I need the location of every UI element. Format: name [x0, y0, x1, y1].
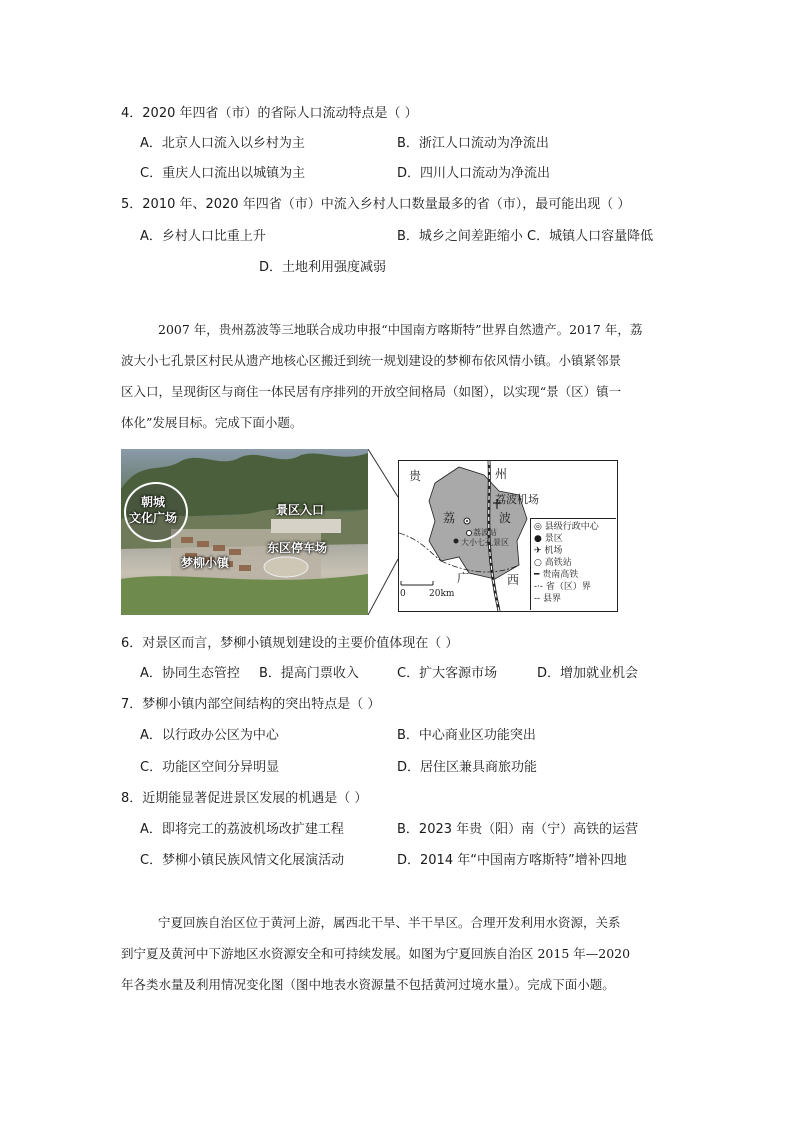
airport-icon: ✈	[534, 546, 542, 556]
question-8-option-b[interactable]: B．2023 年贵（阳）南（宁）高铁的运营	[397, 822, 639, 837]
map-label-airport: 荔波机场	[495, 493, 539, 506]
photo-map-connector	[368, 449, 400, 619]
question-8-option-c[interactable]: C．梦柳小镇民族风情文化展演活动	[140, 853, 345, 868]
map-legend	[530, 518, 616, 610]
photo-label-square-line-2: 文化广场	[129, 511, 178, 525]
photo-label-entrance: 景区入口	[276, 503, 325, 517]
railway-line-icon: ━	[534, 570, 540, 580]
legend-label: 高铁站	[544, 558, 572, 568]
map-label-guang: 广	[457, 571, 470, 585]
question-5-stem: 5．2010 年、2020 年四省（市）中流入乡村人口数量最多的省（市），最可能出现（ ）	[121, 197, 631, 212]
passage-1-line-4: 体化”发展目标。完成下面小题。	[121, 415, 303, 430]
question-6-option-a[interactable]: A．协同生态管控	[140, 666, 240, 681]
town-aerial-photo	[121, 449, 368, 615]
passage-2-line-3: 年各类水量及利用情况变化图（图中地表水资源量不包括黄河过境水量）。完成下面小题。	[121, 977, 615, 992]
question-7-option-a[interactable]: A．以行政办公区为中心	[140, 728, 279, 743]
question-4-option-c[interactable]: C．重庆人口流出以城镇为主	[140, 166, 306, 181]
county-center-icon: ◎	[534, 522, 542, 532]
photo-label-parking: 东区停车场	[267, 541, 328, 555]
legend-label: 省（区）界	[545, 582, 591, 592]
map-scale-length: 20km	[429, 589, 455, 599]
legend-scenic	[534, 534, 563, 545]
passage-1-line-2: 波大小七孔景区村民从遗产地核心区搬迁到统一规划建设的梦柳布依风情小镇。小镇紧邻景	[121, 353, 622, 368]
map-label-zhou: 州	[495, 467, 508, 481]
question-7-option-b[interactable]: B．中心商业区功能突出	[397, 728, 536, 743]
map-label-scenic: 大小七孔景区	[461, 538, 509, 547]
question-8-stem: 8．近期能显著促进景区发展的机遇是（ ）	[121, 791, 368, 806]
question-6-option-c[interactable]: C．扩大客源市场	[397, 666, 498, 681]
question-7-option-c[interactable]: C．功能区空间分异明显	[140, 760, 280, 775]
question-5-option-d[interactable]: D．土地利用强度减弱	[259, 260, 387, 275]
question-6-option-d[interactable]: D．增加就业机会	[537, 666, 639, 681]
map-label-gui: 贵	[409, 469, 422, 483]
question-4-stem: 4．2020 年四省（市）的省际人口流动特点是（ ）	[121, 106, 418, 121]
map-label-bo: 波	[499, 511, 512, 525]
county-border-icon: --	[534, 594, 541, 604]
question-6-option-b[interactable]: B．提高门票收入	[259, 666, 359, 681]
legend-label: 景区	[544, 534, 563, 544]
legend-station	[534, 558, 572, 569]
province-border-icon: -·-	[534, 582, 543, 592]
legend-county-border	[534, 594, 561, 605]
legend-label: 县界	[542, 594, 561, 604]
photo-label-town: 梦柳小镇	[181, 556, 230, 570]
station-circle-icon: ○	[534, 558, 542, 568]
location-map	[398, 460, 618, 612]
question-8-option-d[interactable]: D．2014 年“中国南方喀斯特”增补四地	[397, 853, 627, 868]
legend-county-center	[534, 522, 599, 533]
legend-railway	[534, 570, 578, 581]
passage-2-line-2: 到宁夏及黄河中下游地区水资源安全和可持续发展。如图为宁夏回族自治区 2015 年—2020	[121, 946, 631, 961]
legend-label: 县级行政中心	[544, 522, 599, 532]
question-4-option-a[interactable]: A．北京人口流入以乡村为主	[140, 136, 305, 151]
question-4-option-d[interactable]: D．四川人口流动为净流出	[397, 166, 551, 181]
question-5-option-a[interactable]: A．乡村人口比重上升	[140, 229, 266, 244]
question-5-option-bc[interactable]: B．城乡之间差距缩小 C．城镇人口容量降低	[397, 229, 654, 244]
map-label-station: 荔波站	[473, 528, 497, 537]
question-8-option-a[interactable]: A．即将完工的荔波机场改扩建工程	[140, 822, 344, 837]
legend-province-border	[534, 582, 591, 593]
passage-2-line-1: 宁夏回族自治区位于黄河上游，属西北干旱、半干旱区。合理开发利用水资源，关系	[158, 915, 621, 930]
legend-airport	[534, 546, 562, 557]
map-label-xi: 西	[507, 573, 520, 587]
passage-1-line-3: 区入口，呈现街区与商住一体民居有序排列的开放空间格局（如图），以实现“景（区）镇一	[121, 384, 622, 399]
legend-label: 机场	[544, 546, 563, 556]
question-6-stem: 6．对景区而言，梦柳小镇规划建设的主要价值体现在（ ）	[121, 636, 459, 651]
map-label-li: 荔	[443, 511, 456, 525]
passage-1-line-1: 2007 年，贵州荔波等三地联合成功申报“中国南方喀斯特”世界自然遗产。2017 年，荔	[158, 322, 643, 337]
question-7-option-d[interactable]: D．居住区兼具商旅功能	[397, 760, 538, 775]
question-4-option-b[interactable]: B．浙江人口流动为净流出	[397, 136, 549, 151]
map-scale-zero: 0	[400, 589, 406, 599]
scenic-dot-icon: ●	[534, 534, 542, 544]
question-7-stem: 7．梦柳小镇内部空间结构的突出特点是（ ）	[121, 697, 381, 712]
legend-label: 贵南高铁	[542, 570, 579, 580]
photo-label-square-line-1: 朝城	[141, 495, 166, 509]
